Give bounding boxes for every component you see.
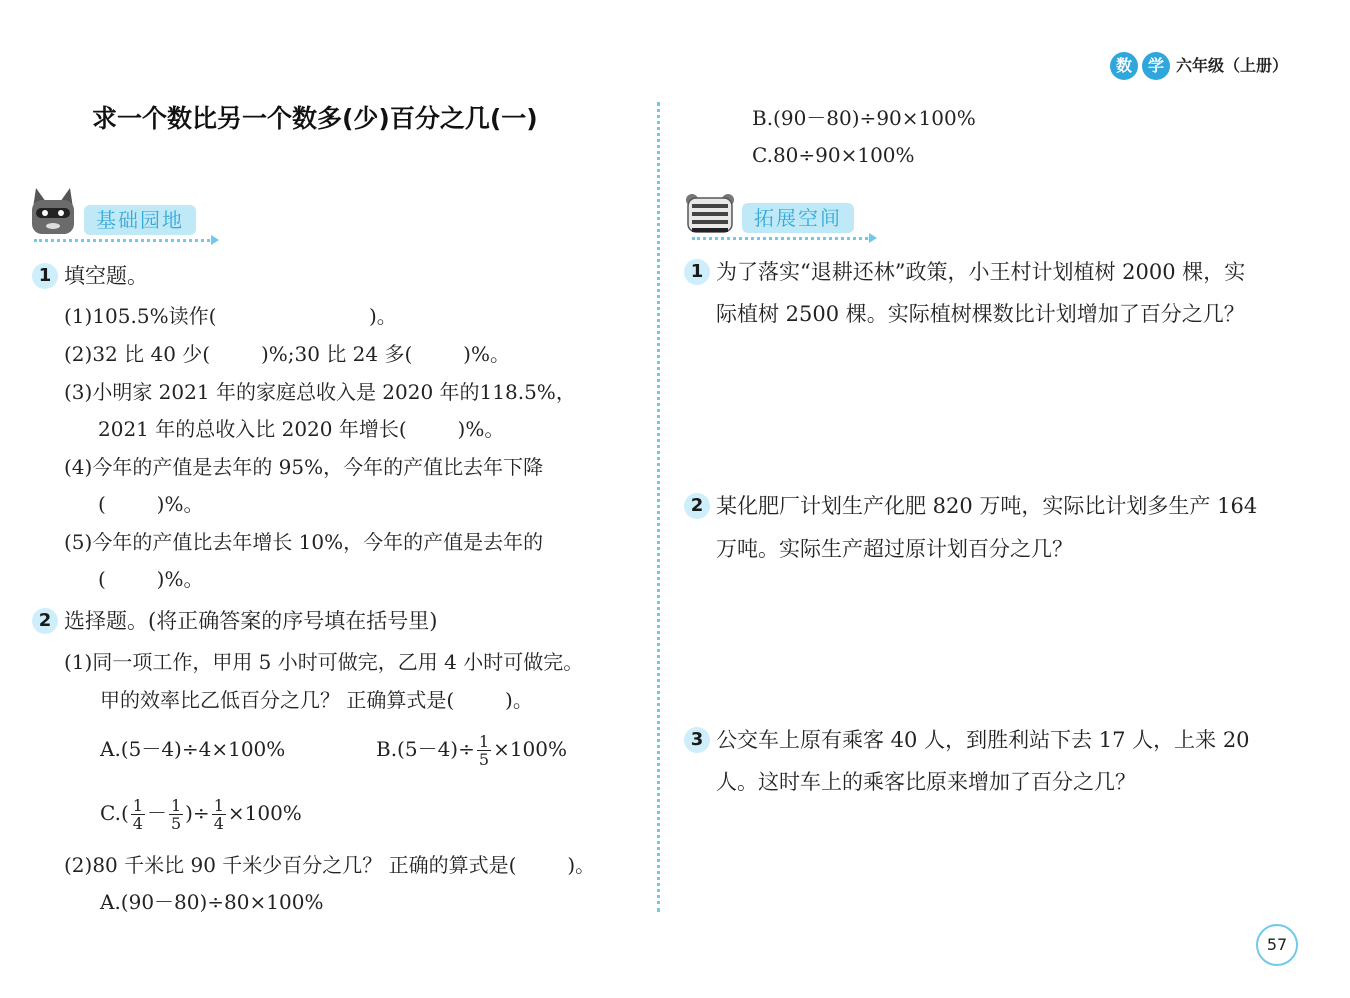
- q2-option-c-prefix: C.(: [100, 801, 129, 825]
- right-q3-line2: 人。这时车上的乘客比原来增加了百分之几？: [716, 770, 1136, 794]
- q2-part2-option-b: B.(90－80)÷90×100%: [752, 106, 976, 130]
- section-extend-label: [742, 203, 854, 233]
- subject-badge-2: [1142, 52, 1170, 80]
- q2-part1-line1: (1)同一项工作，甲用 5 小时可做完，乙用 4 小时可做完。: [64, 650, 584, 674]
- page-number-text: 57: [1266, 935, 1288, 954]
- section-basic-underline: [34, 239, 210, 242]
- question-number-1: 1: [684, 259, 710, 285]
- fraction-denominator: 4: [132, 814, 143, 833]
- fraction-numerator: 1: [478, 732, 490, 751]
- q1-item-5: (5)今年的产值比去年增长 10%，今年的产值是去年的: [64, 530, 544, 554]
- section-basic-label: [84, 205, 196, 235]
- right-q1-line1: 为了落实“退耕还林”政策，小王村计划植树 2000 棵，实: [716, 260, 1246, 284]
- fraction-denominator: 5: [478, 750, 490, 769]
- column-divider: [657, 102, 660, 912]
- q2-option-b-prefix: B.(5－4)÷: [376, 737, 475, 761]
- fraction-1-5: [477, 733, 491, 768]
- subject-badge-1: [1110, 52, 1138, 80]
- question-1-title: 填空题。: [64, 264, 148, 288]
- q2-option-c-minus: －: [146, 801, 167, 825]
- fraction-numerator: 1: [213, 796, 224, 815]
- question-number-2: 2: [684, 493, 710, 519]
- section-extend-arrow-icon: [869, 233, 877, 243]
- zebra-mascot-icon: [684, 192, 736, 236]
- page-number: [1256, 924, 1298, 966]
- fraction-numerator: 1: [132, 796, 143, 815]
- q1-item-4-cont: ( )%。: [98, 492, 204, 516]
- q1-item-1: (1)105.5%读作( )。: [64, 304, 397, 328]
- q2-option-b: [376, 725, 567, 773]
- q1-item-3-cont: 2021 年的总收入比 2020 年增长( )%。: [98, 417, 505, 441]
- cat-mascot-icon: [30, 186, 76, 238]
- fraction-denominator: 5: [170, 814, 182, 833]
- fraction-denominator: 4: [213, 814, 224, 833]
- fraction-1-4: [131, 797, 145, 832]
- fraction-1-5: [169, 797, 183, 832]
- q1-item-2: (2)32 比 40 少( )%;30 比 24 多( )%。: [64, 342, 510, 366]
- q2-option-c-suffix: ×100%: [227, 801, 302, 825]
- grade-label: 六年级（上册）: [1176, 56, 1289, 75]
- q1-item-3: (3)小明家 2021 年的家庭总收入是 2020 年的118.5%，: [64, 380, 576, 404]
- fraction-1-4: [212, 797, 226, 832]
- question-2-title: 选择题。(将正确答案的序号填在括号里): [64, 609, 438, 633]
- q2-part2-line1: (2)80 千米比 90 千米少百分之几？ 正确的算式是( )。: [64, 853, 596, 877]
- q2-part2-option-c: C.80÷90×100%: [752, 143, 915, 167]
- right-q2-line2: 万吨。实际生产超过原计划百分之几？: [716, 537, 1073, 561]
- q2-part2-option-a: A.(90－80)÷80×100%: [100, 890, 324, 914]
- section-basic-arrow-icon: [211, 235, 219, 245]
- section-extend-text: 拓展空间: [754, 206, 842, 230]
- q1-item-5-cont: ( )%。: [98, 567, 204, 591]
- page-title: 求一个数比另一个数多(少)百分之几(一): [92, 104, 538, 133]
- question-number-3: 3: [684, 727, 710, 753]
- question-number-2: 2: [32, 608, 58, 634]
- fraction-numerator: 1: [170, 796, 182, 815]
- q2-part1-line2: 甲的效率比乙低百分之几？ 正确算式是( )。: [100, 688, 533, 712]
- q2-option-c: [100, 789, 302, 837]
- subject-badge-1-text: 数: [1115, 56, 1132, 75]
- right-q3-line1: 公交车上原有乘客 40 人，到胜利站下去 17 人，上来 20: [716, 728, 1250, 752]
- section-extend-underline: [692, 237, 868, 240]
- subject-badge-2-text: 学: [1147, 56, 1164, 75]
- question-number-1: 1: [32, 263, 58, 289]
- q1-item-4: (4)今年的产值是去年的 95%，今年的产值比去年下降: [64, 455, 544, 479]
- right-q2-line1: 某化肥厂计划生产化肥 820 万吨，实际比计划多生产 164: [716, 494, 1258, 518]
- q2-option-b-suffix: ×100%: [493, 737, 567, 761]
- q2-option-a: A.(5－4)÷4×100%: [100, 737, 286, 761]
- q2-option-c-close: )÷: [185, 801, 210, 825]
- right-q1-line2: 际植树 2500 棵。实际植树棵数比计划增加了百分之几？: [716, 302, 1245, 326]
- section-basic-text: 基础园地: [96, 208, 184, 232]
